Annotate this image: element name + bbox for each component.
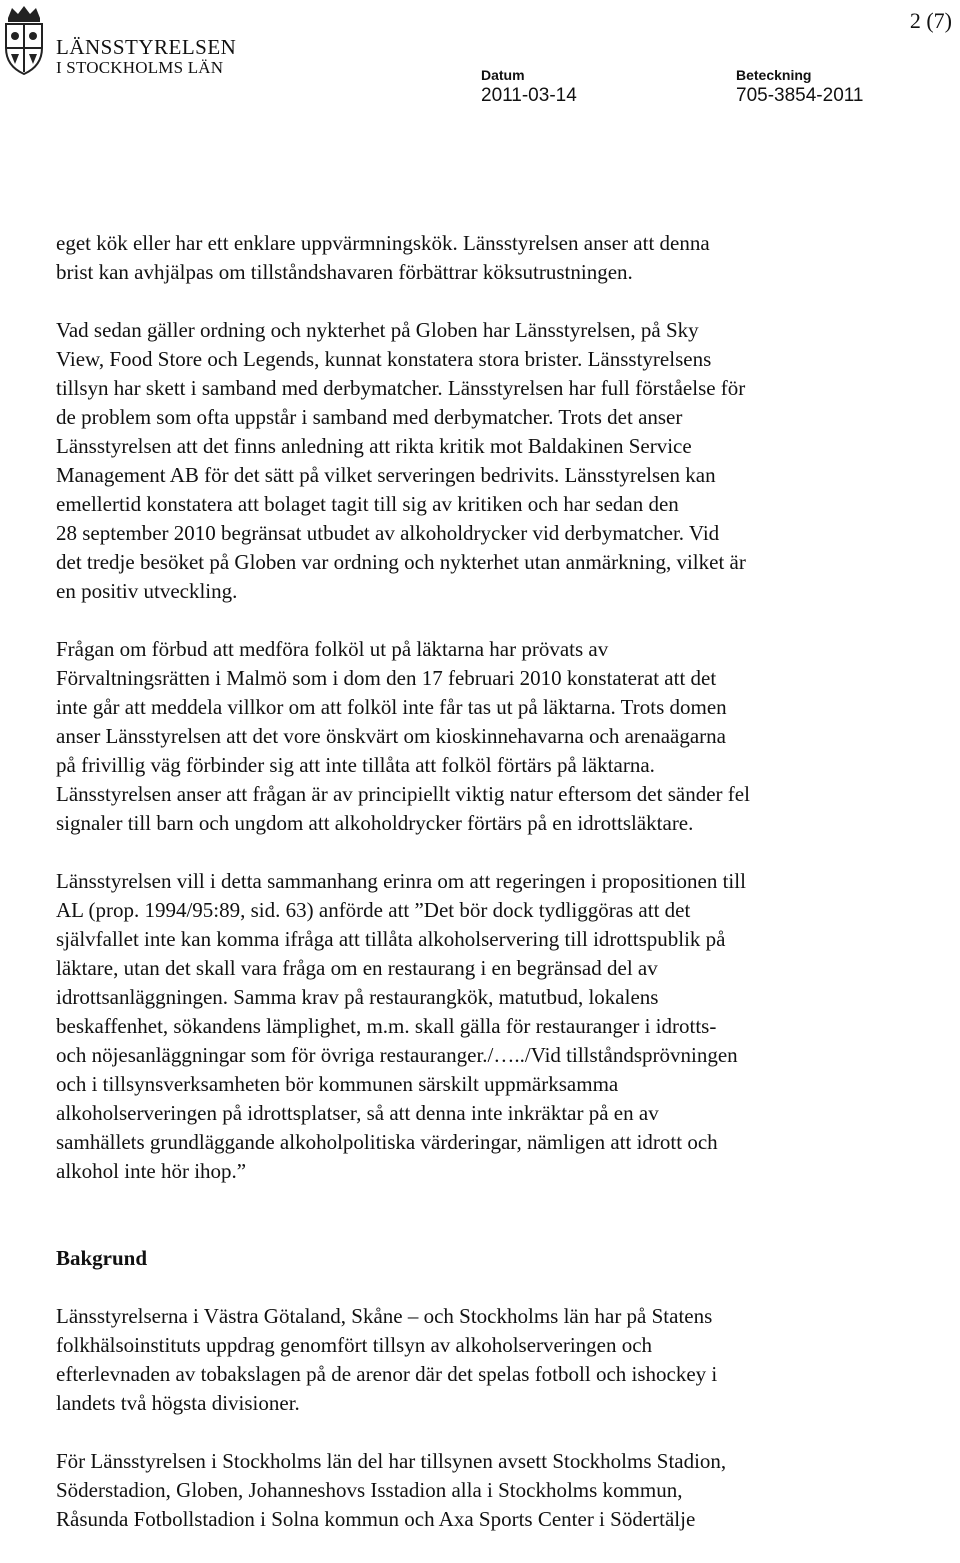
date-label: Datum <box>481 67 525 83</box>
letterhead <box>0 0 960 120</box>
spacer <box>56 1215 906 1244</box>
heading-bakgrund: Bakgrund <box>56 1246 148 1270</box>
document-body <box>56 229 906 1563</box>
date-block <box>481 66 577 108</box>
date-value: 2011-03-14 <box>481 85 577 106</box>
paragraph-background: Länsstyrelserna i Västra Götaland, Skåne – och Stockholms län har på Statens folkhälsoinstituts uppdrag genomfört tillsyn av alkoholserveringen och efterlevnaden av tobakslagen på de arenor där det spelas fotboll och ishockey i landets två högsta divisioner. <box>56 1304 718 1415</box>
reference-block <box>736 66 863 108</box>
org-name-line1: LÄNSSTYRELSEN <box>56 35 237 59</box>
coat-of-arms-icon <box>2 4 46 78</box>
reference-label: Beteckning <box>736 67 812 83</box>
paragraph-kitchen: eget kök eller har ett enklare uppvärmningskök. Länsstyrelsen anser att denna brist kan avhjälpas om tillståndshavaren förbättrar köksutrustningen. <box>56 231 710 284</box>
paragraph-folkol: Frågan om förbud att medföra folköl ut på läktarna har prövats av Förvaltningsrätten i Malmö som i dom den 17 februari 2010 konstaterat att det inte går att meddela villkor om att folköl inte får tas ut på läktarna. Trots domen anser Länsstyrelsen att det vore önskvärt om kioskinnehavarna och arenaägarna på frivillig väg förbinder sig att inte tillåta att folköl förtärs på läktarna. Länsstyrelsen anser att frågan är av principiellt viktig natur eftersom det sänder fel signaler till barn och ungdom att alkoholdrycker förtärs på en idrottsläktare. <box>56 637 750 835</box>
paragraph-proposition-quote: Länsstyrelsen vill i detta sammanhang erinra om att regeringen i propositionen till AL (prop. 1994/95:89, sid. 63) anförde att ”Det bör dock tydliggöras att det självfallet inte kan komma ifråga att tillåta alkoholservering till idrottspublik på läktare, utan det skall vara fråga om en restaurang i en begränsad del av idrottsanläggningen. Samma krav på restaurangkök, matutbud, lokalens beskaffenhet, sökandens lämplighet, m.m. skall gälla för restauranger i idrotts- och nöjesanläggningar som för övriga restauranger./…../Vid tillståndsprövningen och i tillsynsverksamheten bör kommunen särskilt uppmärksamma alkoholserveringen på idrottsplatser, så att denna inte inkräktar på en av samhällets grundläggande alkoholpolitiska värderingar, nämligen att idrott och alkohol inte hör ihop.” <box>56 869 746 1183</box>
org-name-line2: I STOCKHOLMS LÄN <box>56 58 224 77</box>
page-number: 2 (7) <box>909 8 952 33</box>
paragraph-stockholm-arenas: För Länsstyrelsen i Stockholms län del har tillsynen avsett Stockholms Stadion, Söderstadion, Globen, Johanneshovs Isstadion alla i Stockholms kommun, Råsunda Fotbollstadion i Solna kommun och Axa Sports Center i Södertälje <box>56 1449 727 1531</box>
reference-value: 705-3854-2011 <box>736 85 864 106</box>
organization-name <box>56 36 236 78</box>
paragraph-globen-order: Vad sedan gäller ordning och nykterhet på Globen har Länsstyrelsen, på Sky View, Food Store och Legends, kunnat konstatera stora brister. Länsstyrelsens tillsyn har skett i samband med derbymatcher. Länsstyrelsen har full förståelse för de problem som ofta uppstår i samband med derbymatcher. Trots det anser Länsstyrelsen att det finns anledning att rikta kritik mot Baldakinen Service Management AB för det sätt på vilket serveringen bedrivits. Länsstyrelsen kan emellertid konstatera att bolaget tagit till sig av kritiken och har sedan den 28 september 2010 begränsat utbudet av alkoholdrycker vid derbymatcher. Vid det tredje besöket på Globen var ordning och nykterhet utan anmärkning, vilket är en positiv utveckling. <box>56 318 746 603</box>
